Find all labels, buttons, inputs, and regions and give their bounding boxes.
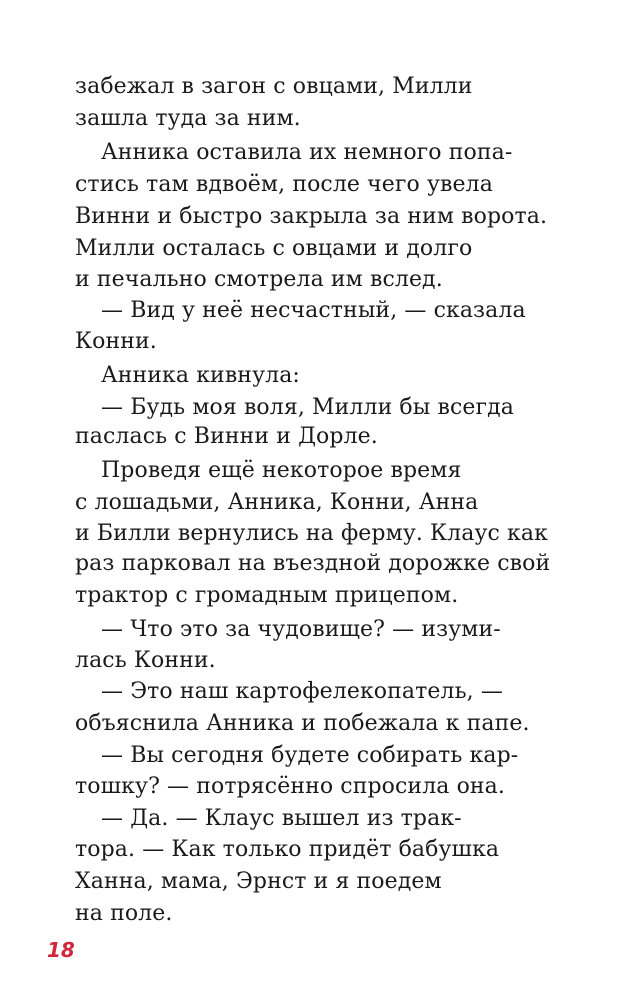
text-line: лась Конни. bbox=[75, 648, 216, 673]
text-line: и печально смотрела им вслед. bbox=[75, 267, 443, 292]
text-line: раз парковал на въездной дорожке свой bbox=[75, 551, 551, 576]
paragraph-start-line: — Что это за чудовище? — изуми- bbox=[101, 617, 501, 642]
page-number: 18 bbox=[47, 938, 75, 962]
paragraph-start-line: — Вид у неё несчастный, — сказала bbox=[101, 298, 526, 323]
text-line: стись там вдвоём, после чего увела bbox=[75, 172, 493, 197]
paragraph-start-line: — Это наш картофелекопатель, — bbox=[101, 679, 503, 704]
text-line: Винни и быстро закрыла за ним ворота. bbox=[75, 204, 548, 229]
paragraph-start-line: — Вы сегодня будете собирать кар- bbox=[101, 743, 519, 768]
text-line: Ханна, мама, Эрнст и я поедем bbox=[75, 869, 442, 894]
paragraph-start-line: Анника кивнула: bbox=[101, 363, 300, 388]
text-line: с лошадьми, Анника, Конни, Анна bbox=[75, 490, 479, 515]
text-line: трактор с громадным прицепом. bbox=[75, 583, 459, 608]
text-line: Конни. bbox=[75, 329, 157, 354]
paragraph-start-line: Анника оставила их немного попа- bbox=[101, 140, 513, 165]
text-line: тошку? — потрясённо спросила она. bbox=[75, 774, 505, 799]
paragraph-start-line: — Будь моя воля, Милли бы всегда bbox=[101, 395, 514, 420]
paragraph-start-line: Проведя ещё некоторое время bbox=[101, 458, 462, 483]
text-line: зашла туда за ним. bbox=[75, 106, 301, 131]
text-line: забежал в загон с овцами, Милли bbox=[75, 74, 473, 99]
text-line: объяснила Анника и побежала к папе. bbox=[75, 711, 530, 736]
text-line: на поле. bbox=[75, 901, 173, 926]
text-line: Милли осталась с овцами и долго bbox=[75, 236, 473, 261]
text-line: и Билли вернулись на ферму. Клаус как bbox=[75, 521, 548, 546]
paragraph-start-line: — Да. — Клаус вышел из трак- bbox=[101, 806, 462, 831]
text-line: паслась с Винни и Дорле. bbox=[75, 424, 378, 449]
text-line: тора. — Как только придёт бабушка bbox=[75, 837, 500, 862]
